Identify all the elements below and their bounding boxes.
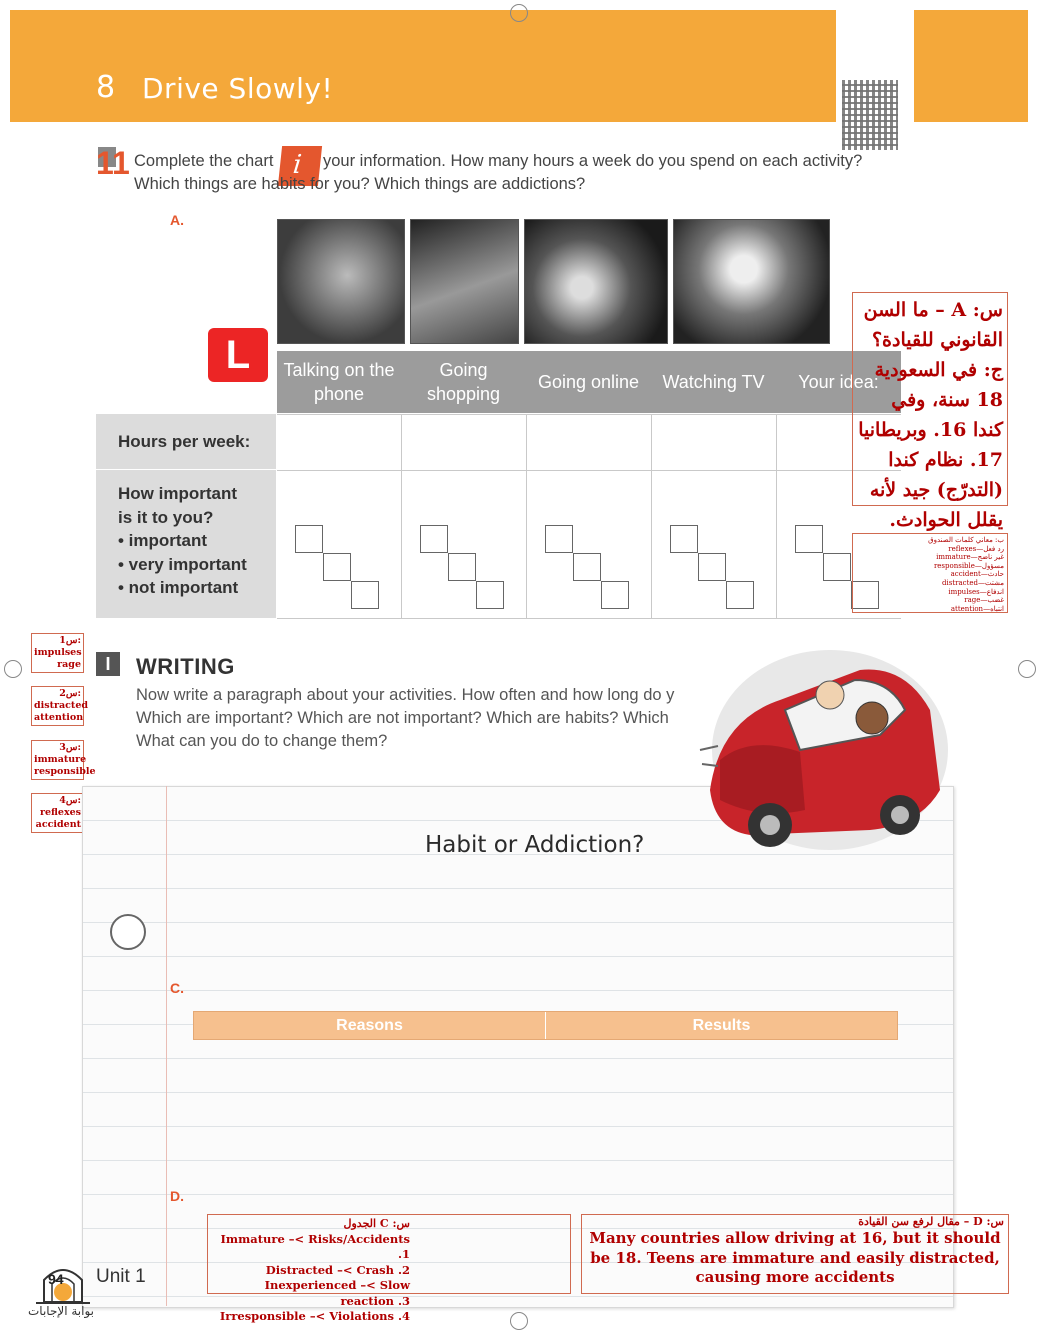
side-answer-1 (31, 633, 84, 673)
l-badge: L (208, 328, 268, 382)
answer-c-box (207, 1214, 571, 1323)
section-a-label: A. (170, 212, 184, 228)
checkbox-tv-very-important[interactable] (698, 553, 726, 581)
importance-option-important: • important (118, 531, 208, 550)
answer-b-box (852, 533, 1008, 613)
column-talking-on-phone: Talking on the phone (283, 360, 395, 404)
writing-badge: I (96, 652, 120, 676)
checkbox-shopping-not-important[interactable] (476, 581, 504, 609)
column-going-online: Going online (537, 372, 640, 392)
activity-header-row (277, 351, 901, 413)
checkbox-shopping-important[interactable] (420, 525, 448, 553)
side-answer-word: distracted attention (34, 700, 89, 723)
registration-mark-icon (510, 4, 528, 27)
writing-instruction-line: What can you do to change them? (136, 732, 388, 750)
site-name: بوابة الإجابات (28, 1304, 95, 1318)
activity-table-grid (277, 414, 901, 619)
side-answer-word: immature responsible (34, 754, 96, 777)
footer-unit-label: Unit 1 (96, 1266, 146, 1287)
registration-mark-icon (4, 660, 22, 678)
column-going-shopping: Going shopping (426, 360, 501, 404)
column-watching-tv: Watching TV (662, 372, 765, 392)
checkbox-shopping-very-important[interactable] (448, 553, 476, 581)
side-answer-num: س1: (59, 635, 81, 646)
photo-going-online (524, 219, 668, 344)
checkbox-online-not-important[interactable] (601, 581, 629, 609)
answer-c-heading: س: C الجدول (343, 1217, 410, 1230)
answer-b-line: انتباه—attention (950, 604, 1004, 613)
checkbox-phone-very-important[interactable] (323, 553, 351, 581)
page-number: 94 (48, 1271, 64, 1287)
qr-code-icon[interactable] (842, 80, 898, 150)
notebook-margin-line (166, 786, 167, 1306)
checkbox-tv-important[interactable] (670, 525, 698, 553)
answer-d-text: Many countries allow driving at 16, but it should be 18. Teens are immature and easily distracted, causing more accidents (589, 1229, 1001, 1286)
reasons-header: Reasons (336, 1017, 403, 1034)
side-answer-word: impulses rage (34, 647, 82, 670)
answer-c-line: Immature –< Risks/Accidents .1 (220, 1231, 410, 1261)
answer-c-line: Inexperienced –< Slow reaction .3 (264, 1278, 410, 1308)
answer-b-line: ب: معاني كلمات الصندوق (928, 536, 1004, 544)
checkbox-phone-important[interactable] (295, 525, 323, 553)
unit-header-band-right (914, 10, 1028, 122)
section-c-label: C. (170, 980, 184, 996)
answer-b-line: مسؤول—responsible (933, 561, 1004, 570)
photo-talking-on-phone (277, 219, 405, 344)
answer-b-line: غضب—rage (964, 596, 1004, 605)
answer-b-line: اندفاع—impulses (948, 587, 1004, 596)
unit-number: 8 (96, 70, 116, 105)
column-your-idea: Your idea: (798, 372, 879, 392)
writing-instruction-line: Now write a paragraph about your activities. How often and how long do y (136, 686, 675, 704)
row-label-hours: Hours per week: (96, 414, 276, 469)
side-answer-word: reflexes accident (35, 807, 81, 830)
importance-option-not-important: • not important (118, 578, 239, 597)
reasons-results-header (193, 1011, 898, 1040)
section-d-label: D. (170, 1188, 184, 1204)
checkbox-idea-important[interactable] (795, 525, 823, 553)
answer-a-box: س: A – ما السن القانوني للقيادة؟ ج: في السعودية 18 سنة، وفي كندا 16. وبريطانيا 17. نظام كندا (التدرّج) جيد لأنه يقلل الحوادث. (852, 292, 1008, 506)
photo-going-shopping (410, 219, 519, 344)
side-answer-4 (31, 793, 84, 833)
answer-d-heading: س: D – مقال لرفع سن القيادة (858, 1215, 1004, 1228)
checkbox-online-important[interactable] (545, 525, 573, 553)
pencil-icon: i (278, 146, 322, 186)
unit-title: Drive Slowly! (142, 72, 334, 105)
exercise-instruction-part1: Complete the chart (134, 152, 274, 170)
answer-b-line: رد فعل—reflexes (948, 544, 1004, 553)
side-answer-num: س2: (59, 688, 81, 699)
answer-b-line: غير ناضج—immature (936, 553, 1004, 562)
ring-hole-icon (110, 914, 146, 950)
side-answer-2 (31, 686, 89, 726)
importance-question: How important is it to you? (118, 484, 237, 527)
registration-mark-icon (510, 1312, 528, 1330)
importance-option-very-important: • very important (118, 554, 247, 574)
checkbox-idea-very-important[interactable] (823, 553, 851, 581)
exercise-instruction-line2: Which things are habits for you? Which things are addictions? (134, 175, 586, 193)
unit-header-band (10, 10, 836, 122)
answer-c-line: Distracted –< Crash .2 (265, 1262, 410, 1277)
answer-d-box (581, 1214, 1009, 1294)
answer-b-line: مشتت—distracted (942, 578, 1004, 587)
crashed-car-illustration (690, 640, 952, 855)
answer-b-line: حادث—accident (950, 570, 1004, 579)
answer-c-line: Irresponsible –< Violations .4 (219, 1309, 410, 1323)
checkbox-phone-not-important[interactable] (351, 581, 379, 609)
exercise-instruction-part2: your information. How many hours a week do you spend on each activity? (323, 152, 863, 170)
row-label-importance (96, 470, 276, 618)
writing-instruction-line: Which are important? Which are not important? Which are habits? Which (136, 709, 669, 727)
notebook-title: Habit or Addiction? (425, 832, 645, 858)
writing-heading: WRITING (136, 654, 235, 679)
registration-mark-icon (1018, 660, 1036, 678)
checkbox-online-very-important[interactable] (573, 553, 601, 581)
side-answer-3 (31, 740, 96, 780)
checkbox-tv-not-important[interactable] (726, 581, 754, 609)
results-header: Results (692, 1017, 751, 1034)
photo-watching-tv (673, 219, 830, 344)
exercise-number: 11 (96, 145, 136, 185)
side-answer-num: س3: (59, 742, 81, 753)
side-answer-num: س4: (59, 795, 81, 806)
